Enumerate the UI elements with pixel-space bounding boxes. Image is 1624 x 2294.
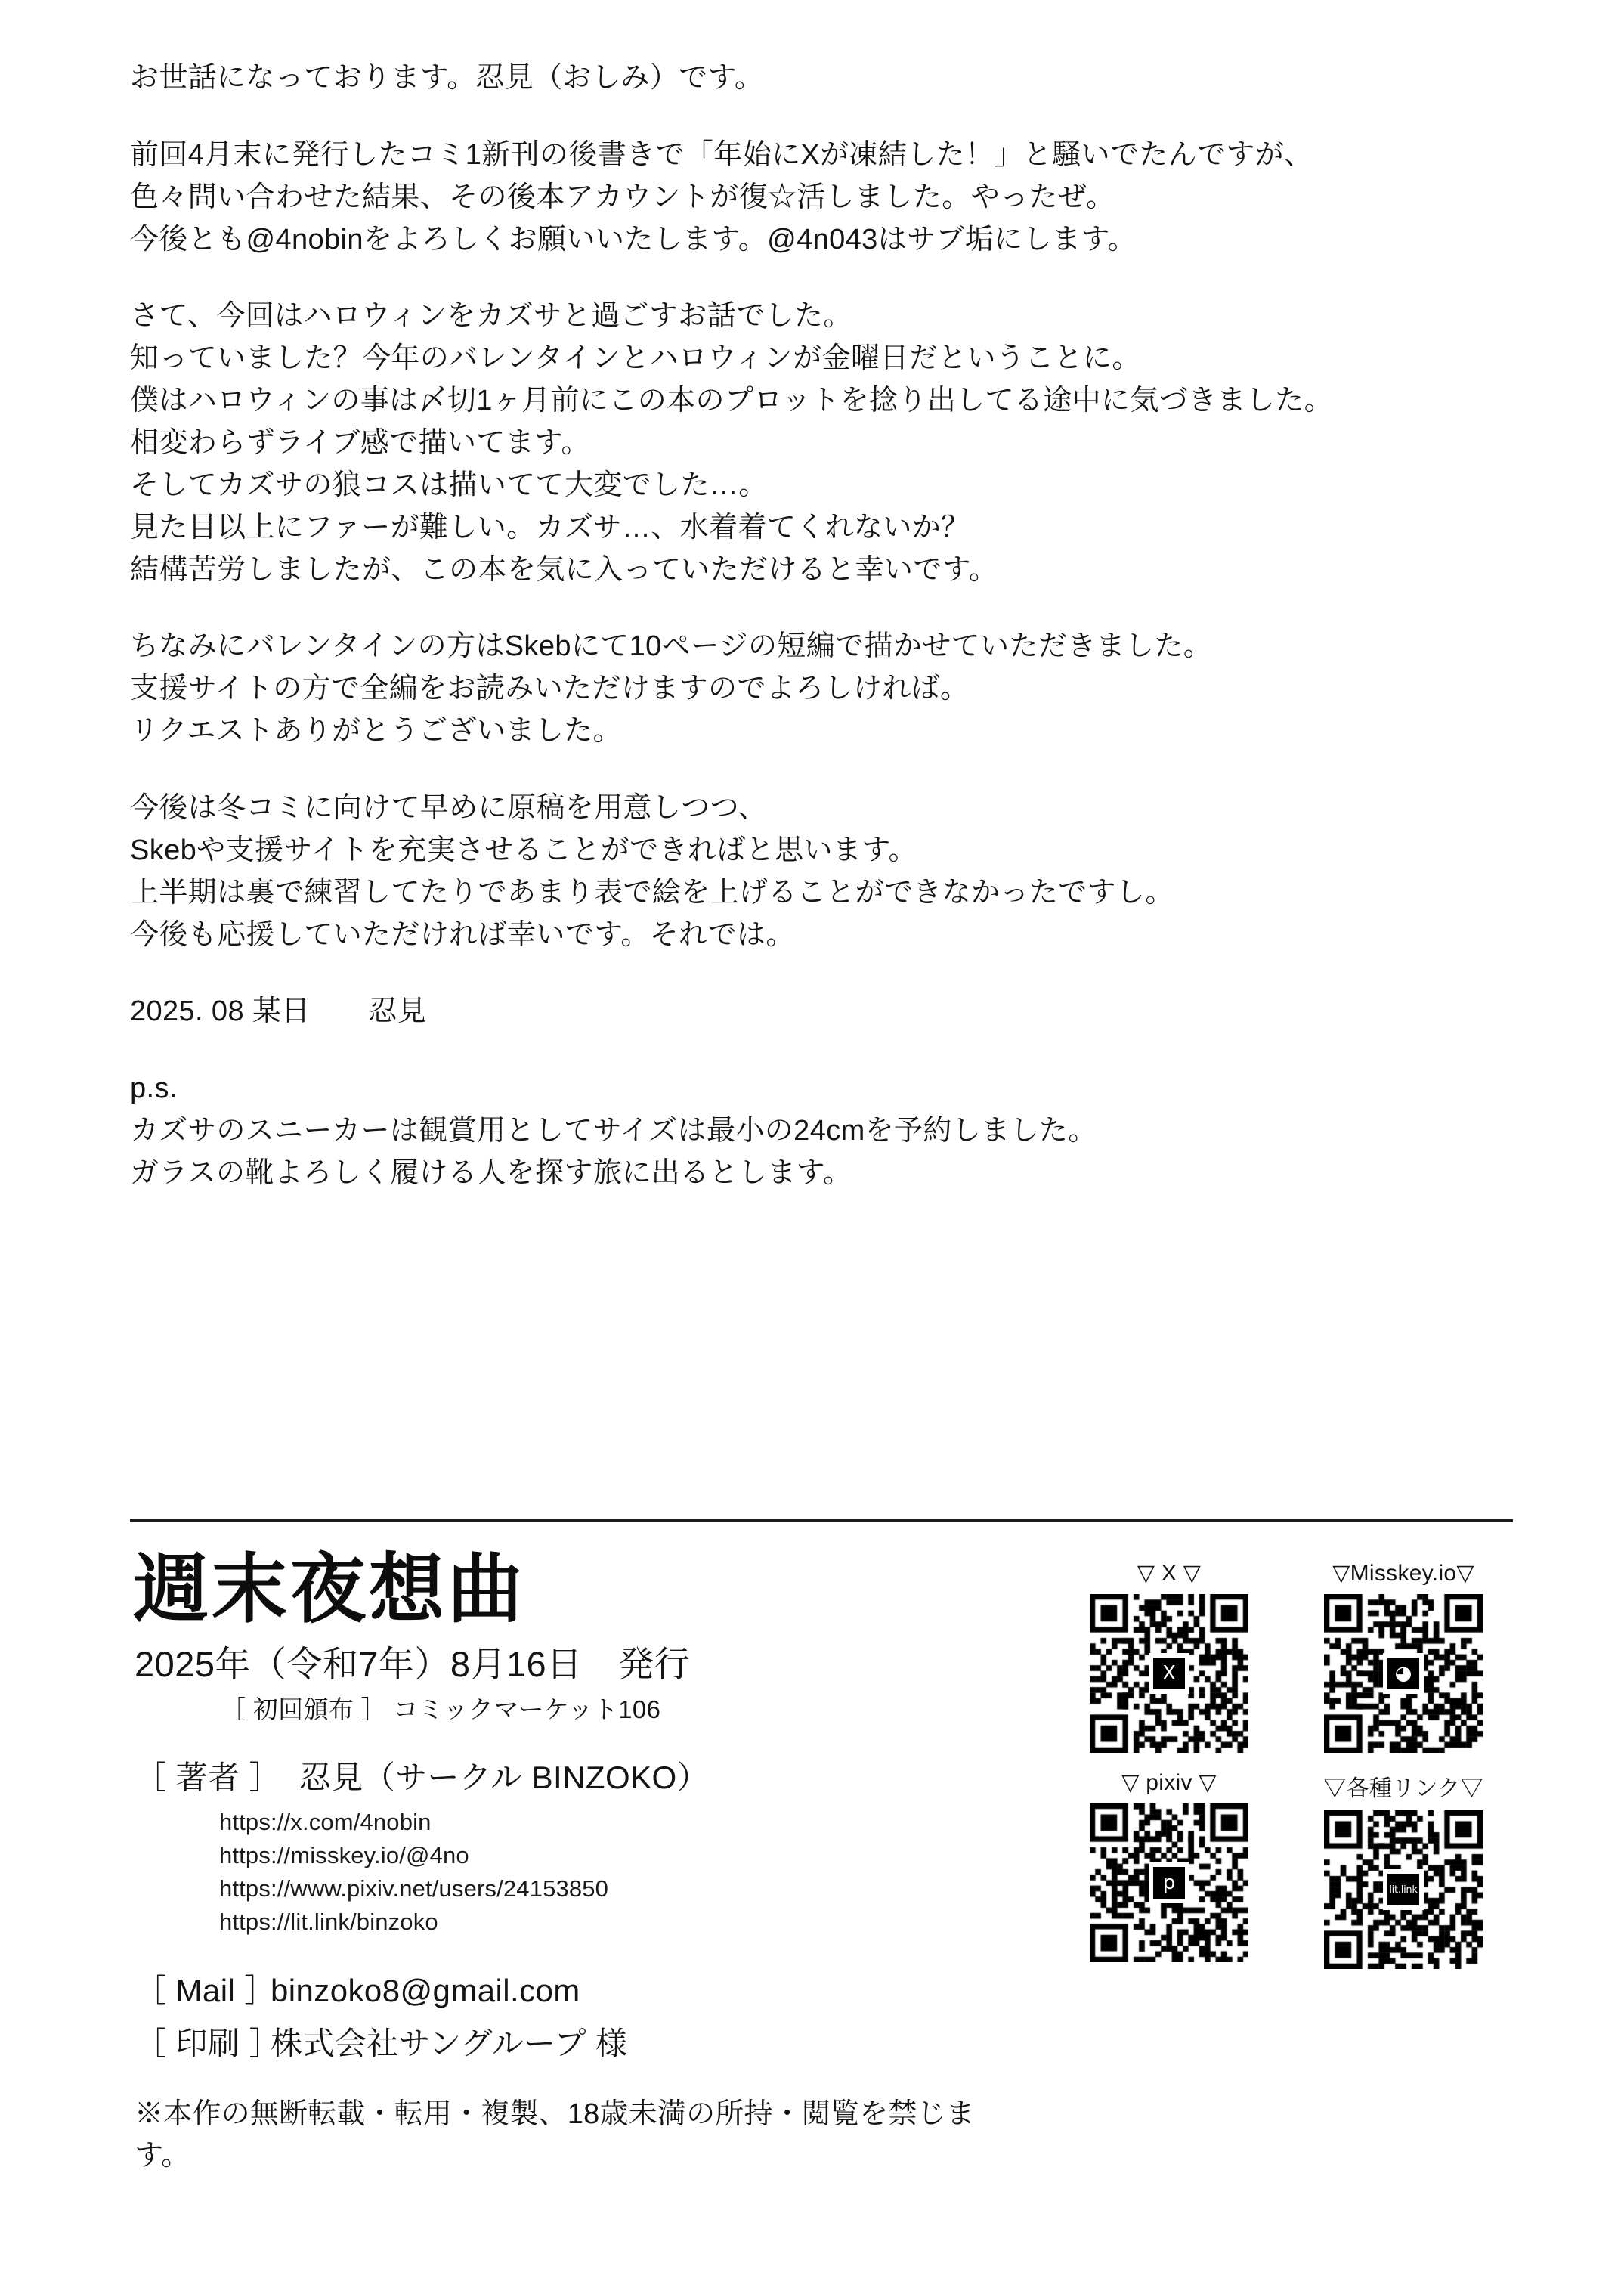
qr-pixiv-caption: ▽ pixiv ▽ — [1121, 1770, 1217, 1795]
colophon-details — [130, 1544, 1007, 2173]
afterword-paragraph — [130, 296, 1513, 591]
url-link[interactable]: https://misskey.io/@4no — [219, 1842, 469, 1869]
section-divider — [130, 1519, 1513, 1522]
mail-value: binzoko8@gmail.com — [271, 1973, 580, 2009]
afterword-line: ちなみにバレンタインの方はSkebにて10ページの短編で描かせていただきました。 — [130, 630, 1213, 663]
afterword-line: 今後も応援していただければ幸いです。それでは。 — [130, 918, 795, 951]
afterword-line: Skebや支援サイトを充実させることができればと思います。 — [130, 834, 917, 866]
qr-x[interactable] — [1059, 1560, 1279, 1753]
afterword-paragraph — [130, 991, 1513, 1033]
url-link[interactable]: https://lit.link/binzoko — [219, 1909, 438, 1936]
afterword-line: さて、今回はハロウィンをカズサと過ごすお話でした。 — [130, 300, 852, 333]
qr-code-area — [1059, 1560, 1513, 1969]
author-row — [135, 1753, 1007, 1798]
afterword-line: 僕はハロウィンの事は〆切1ヶ月前にこの本のプロットを捻り出してる途中に気づきました。 — [130, 385, 1334, 417]
qr-pixiv[interactable] — [1059, 1769, 1279, 1969]
qr-pixiv-image[interactable] — [1090, 1803, 1248, 1962]
afterword-paragraph — [130, 626, 1513, 753]
afterword-line: 結構苦労しましたが、この本を気に入っていただけると幸いです。 — [130, 553, 998, 586]
afterword-line: お世話になっております。忍見（おしみ）です。 — [130, 62, 764, 94]
qr-x-logo — [1149, 1653, 1189, 1694]
qr-misskey-logo — [1383, 1653, 1424, 1694]
qr-litlink-image[interactable] — [1324, 1810, 1483, 1969]
qr-x-badge-icon: X — [1153, 1658, 1185, 1689]
copyright-notice: ※本作の無断転載・転用・複製、18歳未満の所持・閲覧を禁じます。 — [135, 2098, 975, 2172]
afterword-line: ガラスの靴よろしく履ける人を探す旅に出るとします。 — [130, 1157, 852, 1190]
url-list — [219, 1806, 1007, 1939]
afterword-paragraph — [130, 1068, 1513, 1195]
qr-misskey-badge-icon: ◕ — [1387, 1658, 1419, 1689]
afterword-line: 知っていました？今年のバレンタインとハロウィンが金曜日だということに。 — [130, 342, 1141, 375]
publish-date: 2025年（令和7年）8月16日 発行 — [135, 1644, 691, 1684]
afterword-line: リクエストありがとうございました。 — [130, 715, 622, 748]
mail-row — [135, 1966, 1007, 2011]
afterword-line: 相変わらずライブ感で描いてます。 — [130, 427, 590, 460]
afterword-line: 2025. 08 某日 忍見 — [130, 995, 427, 1028]
url-link[interactable]: https://x.com/4nobin — [219, 1809, 432, 1835]
afterword-line: そしてカズサの狼コスは描いてて大変でした…。 — [130, 469, 768, 501]
afterword-line: 色々問い合わせた結果、その後本アカウントが復☆活しました。やったぜ。 — [130, 181, 1115, 213]
afterword-line: p.s. — [130, 1073, 178, 1105]
qr-misskey[interactable] — [1294, 1560, 1513, 1753]
afterword-line: 今後は冬コミに向けて早めに原稿を用意しつつ、 — [130, 792, 767, 825]
qr-pixiv-logo — [1149, 1862, 1189, 1903]
afterword-line: カズサのスニーカーは観賞用としてサイズは最小の24cmを予約しました。 — [130, 1115, 1097, 1147]
qr-x-caption: ▽ X ▽ — [1137, 1561, 1202, 1586]
afterword-paragraph — [130, 135, 1513, 262]
author-label: ［ 著者 ］ — [135, 1760, 281, 1795]
qr-misskey-image[interactable] — [1324, 1594, 1483, 1753]
book-title: 週末夜想曲 — [133, 1544, 526, 1633]
print-row — [135, 2019, 1007, 2064]
afterword-line: 支援サイトの方で全編をお読みいただけますのでよろしければ。 — [130, 673, 970, 705]
afterword-line: 今後とも@4nobinをよろしくお願いいたします。@4n043はサブ垢にします。 — [130, 223, 1137, 255]
afterword-line: 前回4月末に発行したコミ1新刊の後書きで「年始にXが凍結した！」と騒いでたんですが、 — [130, 138, 1313, 171]
qr-code-grid — [1059, 1560, 1513, 1969]
afterword-text — [130, 57, 1513, 1195]
qr-litlink-badge-icon: lit.link — [1387, 1874, 1419, 1905]
qr-misskey-caption: ▽Misskey.io▽ — [1332, 1561, 1474, 1586]
qr-x-image[interactable] — [1090, 1594, 1248, 1753]
afterword-paragraph — [130, 788, 1513, 956]
print-value: 株式会社サングループ 様 — [271, 2026, 628, 2062]
afterword-paragraph — [130, 57, 1513, 100]
afterword-line: 見た目以上にファーが難しい。カズサ…、水着着てくれないか？ — [130, 511, 970, 543]
qr-litlink[interactable] — [1294, 1769, 1513, 1969]
first-distribution: ［ 初回頒布 ］ コミックマーケット106 — [221, 1695, 661, 1723]
colophon — [130, 1544, 1513, 2275]
qr-litlink-caption: ▽各種リンク▽ — [1323, 1776, 1483, 1801]
print-label: ［ 印刷 ］ — [135, 2026, 281, 2062]
qr-pixiv-badge-icon: p — [1153, 1867, 1185, 1899]
author-name: 忍見（サークル BINZOKO） — [299, 1760, 710, 1795]
url-link[interactable]: https://www.pixiv.net/users/24153850 — [219, 1875, 609, 1902]
qr-litlink-logo — [1383, 1869, 1424, 1910]
afterword-line: 上半期は裏で練習してたりであまり表で絵を上げることができなかったですし。 — [130, 876, 1174, 909]
mail-label: ［ Mail ］ — [135, 1973, 277, 2009]
